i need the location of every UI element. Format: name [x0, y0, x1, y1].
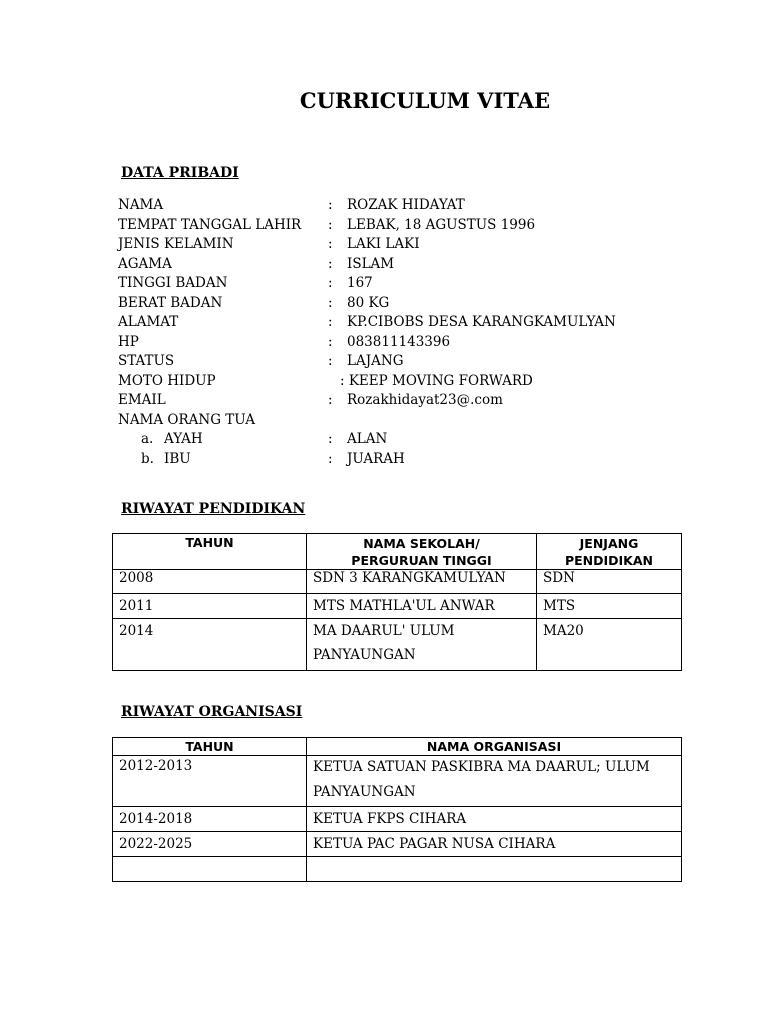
header-line: JENJANG [579, 536, 639, 551]
field-label: TEMPAT TANGGAL LAHIR [118, 216, 302, 233]
personal-row-ayah [118, 430, 678, 450]
field-value: KP.CIBOBS DESA KARANGKAMULYAN [347, 314, 616, 330]
field-label: AYAH [164, 431, 203, 447]
page-title: CURRICULUM VITAE [299, 88, 551, 113]
field-value: : KEEP MOVING FORWARD [340, 372, 533, 389]
cell-org: KETUA FKPS CIHARA [307, 807, 682, 832]
field-value: ROZAK HIDAYAT [347, 197, 465, 213]
field-value: 80 KG [347, 294, 390, 311]
personal-row-jenis-kelamin [118, 235, 678, 255]
cell-year: 2012-2013 [113, 756, 307, 807]
field-colon: : [328, 431, 333, 447]
personal-row-agama [118, 255, 678, 275]
cell-school: MTS MATHLA'UL ANWAR [307, 594, 537, 619]
field-label: JENIS KELAMIN [118, 236, 234, 252]
table-header-row [113, 738, 682, 756]
personal-row-nama [118, 196, 678, 216]
field-label: AGAMA [118, 255, 172, 272]
column-header-tahun [113, 738, 307, 756]
cell-year [113, 857, 307, 882]
list-marker: a. [141, 431, 154, 447]
table-row [113, 832, 682, 857]
personal-row-email [118, 391, 678, 411]
personal-row-status [118, 352, 678, 372]
header-line: PERGURUAN TINGGI [351, 553, 492, 568]
section-heading-riwayat-pendidikan: RIWAYAT PENDIDIKAN [121, 501, 306, 517]
personal-row-ibu [118, 450, 678, 470]
field-colon: : [328, 197, 333, 213]
field-value: 083811143396 [347, 333, 451, 350]
list-marker: b. [141, 450, 154, 467]
field-colon: : [328, 216, 333, 233]
field-colon: : [328, 255, 333, 272]
field-label: IBU [164, 450, 191, 467]
cell-level: SDN [537, 570, 682, 594]
field-value: Rozakhidayat23@.com [347, 392, 503, 408]
cell-line: PANYAUNGAN [313, 784, 416, 800]
cell-line: KETUA SATUAN PASKIBRA MA DAARUL; ULUM [313, 759, 650, 775]
header-text: NAMA ORGANISASI [426, 739, 562, 754]
column-header-jenjang [537, 534, 682, 570]
table-row [113, 756, 682, 807]
header-line: PENDIDIKAN [564, 553, 654, 568]
field-value: LAKI LAKI [347, 236, 420, 252]
cell-year: 2022-2025 [113, 832, 307, 857]
education-table [112, 533, 682, 671]
field-label: EMAIL [118, 392, 166, 408]
personal-row-tinggi [118, 274, 678, 294]
cell-year: 2014-2018 [113, 807, 307, 832]
personal-row-alamat [118, 313, 678, 333]
field-label: ALAMAT [118, 314, 179, 330]
field-colon: : [328, 392, 333, 408]
table-row [113, 594, 682, 619]
field-value: ALAN [347, 431, 388, 447]
cell-line: PANYAUNGAN [313, 647, 416, 663]
column-header-nama-organisasi [307, 738, 682, 756]
cell-org: KETUA PAC PAGAR NUSA CIHARA [307, 832, 682, 857]
table-row [113, 857, 682, 882]
field-value: ISLAM [347, 255, 395, 272]
personal-data-list [118, 196, 678, 469]
column-header-nama-sekolah [307, 534, 537, 570]
organization-table [112, 737, 682, 882]
field-value: 167 [347, 275, 373, 291]
field-label: NAMA ORANG TUA [118, 411, 256, 428]
field-value: JUARAH [347, 450, 405, 467]
cell-year: 2008 [113, 570, 307, 594]
personal-row-hp [118, 333, 678, 353]
cell-level: MTS [537, 594, 682, 619]
personal-row-moto [118, 372, 678, 392]
field-label: HP [118, 333, 139, 350]
table-row [113, 570, 682, 594]
field-value: LEBAK, 18 AGUSTUS 1996 [347, 216, 536, 233]
field-label: BERAT BADAN [118, 294, 223, 311]
section-heading-data-pribadi: DATA PRIBADI [121, 165, 239, 181]
cell-school [307, 619, 537, 671]
field-label: TINGGI BADAN [118, 275, 228, 291]
field-colon: : [328, 353, 333, 369]
cell-org [307, 756, 682, 807]
cell-level: MA20 [537, 619, 682, 671]
cell-line: MA DAARUL' ULUM [313, 623, 455, 639]
header-text: TAHUN [185, 739, 234, 754]
table-header-row [113, 534, 682, 570]
field-colon: : [328, 314, 333, 330]
table-row [113, 807, 682, 832]
field-colon: : [328, 333, 333, 350]
section-heading-riwayat-organisasi: RIWAYAT ORGANISASI [121, 704, 303, 720]
field-label: MOTO HIDUP [118, 372, 216, 389]
field-colon: : [328, 294, 333, 311]
column-header-tahun [113, 534, 307, 570]
cell-org [307, 857, 682, 882]
field-value: LAJANG [347, 353, 404, 369]
header-text: TAHUN [185, 535, 234, 550]
cell-year: 2011 [113, 594, 307, 619]
header-line: NAMA SEKOLAH/ [363, 536, 480, 551]
cell-year: 2014 [113, 619, 307, 671]
table-row [113, 619, 682, 671]
field-label: STATUS [118, 353, 175, 369]
cell-school: SDN 3 KARANGKAMULYAN [307, 570, 537, 594]
field-label: NAMA [118, 197, 164, 213]
field-colon: : [328, 275, 333, 291]
field-colon: : [328, 450, 333, 467]
personal-row-orang-tua [118, 411, 678, 431]
field-colon: : [328, 236, 333, 252]
personal-row-berat [118, 294, 678, 314]
personal-row-ttl [118, 216, 678, 236]
